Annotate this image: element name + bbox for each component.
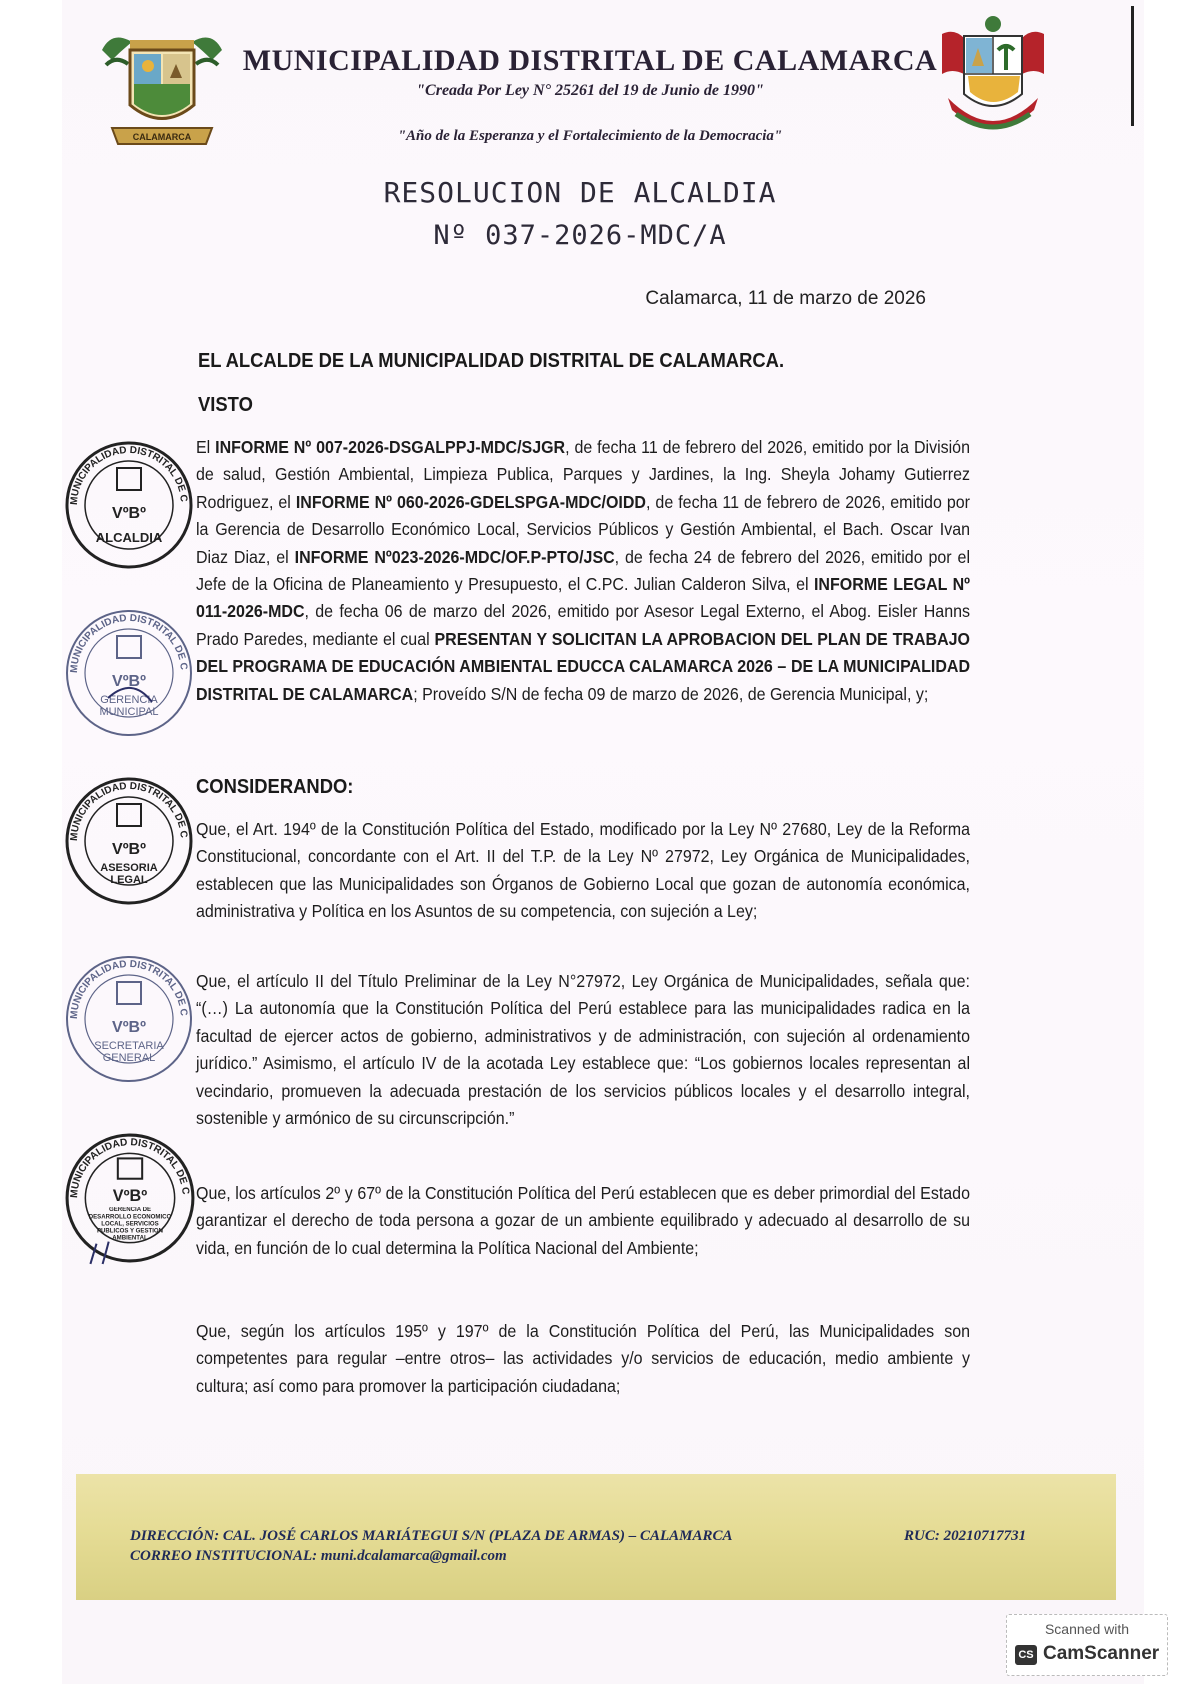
stamp-office-text: SECRETARIA GENERAL (94, 1040, 164, 1064)
stamp-alcaldia (62, 438, 196, 572)
considerando-paragraph-4: Que, según los artículos 195º y 197º de la Constitución Política del Perú, las Municipalidades son competentes para regular –entre otros– las actividades y/o servicios de educación, medio ambiente y cultura; así como para promover la participación ciudadana; (196, 1321, 970, 1396)
stamp-office-text: ALCALDIA (95, 530, 163, 545)
place-date: Calamarca, 11 de marzo de 2026 (645, 288, 926, 309)
scanner-brand: CamScanner (1043, 1643, 1160, 1664)
considerando-paragraph-3: Que, los artículos 2º y 67º de la Constitución Política del Perú establecen que es deber primordial del Estado garantizar el derecho de toda persona a gozar de un ambiente equilibrado y adecuado al desarrollo de su vida, en función de lo cual determina la Política Nacional del Ambiente; (196, 1183, 970, 1258)
stamp-gerencia-municipal (62, 606, 196, 740)
stamp-secretaria-general (62, 952, 196, 1086)
svg-text:MUNICIPALIDAD DISTRITAL DE CAL (62, 952, 189, 1019)
national-shield-logo (934, 14, 1052, 142)
stamp-ring-text: MUNICIPALIDAD DISTRITAL DE C (68, 780, 189, 842)
considerando-heading: CONSIDERANDO: (196, 776, 354, 798)
stamp-ring-text: MUNICIPALIDAD DISTRITAL DE C (68, 612, 189, 674)
svg-text:MUNICIPALIDAD DISTRITAL DE CAL (62, 606, 189, 673)
stamp-vb-text: VºBº (112, 673, 146, 690)
stamp-vb-text: VºBº (112, 1187, 148, 1206)
visto-heading: VISTO (198, 394, 253, 416)
year-motto: "Año de la Esperanza y el Fortalecimiento de la Democracia" (397, 128, 783, 144)
logo-banner-text: CALAMARCA (132, 132, 192, 142)
stamp-gerencia-desarrollo (62, 1130, 198, 1266)
stamp-office-text: GERENCIA DE DESARROLLO ECONOMICO LOCAL, SERVICIOS PUBLICOS Y GESTION AMBIENTAL (88, 1207, 172, 1242)
resolution-number: Nº 037-2026-MDC/A (433, 220, 727, 251)
scanner-caption: Scanned with (1044, 1621, 1130, 1637)
stamp-office-text: ASESORIA LEGAL (100, 862, 158, 886)
municipality-title: MUNICIPALIDAD DISTRITAL DE CALAMARCA (242, 44, 938, 77)
stamp-ring-text: MUNICIPALIDAD DISTRITAL DE C (69, 1137, 191, 1199)
stamp-asesoria-legal (62, 774, 196, 908)
creation-law-subtitle: "Creada Por Ley N° 25261 del 19 de Junio de 1990" (416, 82, 764, 99)
svg-text:MUNICIPALIDAD DISTRITAL DE CAL (62, 438, 189, 505)
svg-text:MUNICIPALIDAD DISTRITAL DE CAL (62, 774, 189, 841)
considerando-paragraph-1: Que, el Art. 194º de la Constitución Política del Estado, modificado por la Ley Nº 27680, Ley de la Reforma Constitucional, concordante con el Art. II del T.P. de la Ley Nº 27972, Ley Orgánica de Municipalidades, establecen que las Municipalidades son Órganos de Gobierno Local que gozan de autonomía económica, administrativa y Política en los Asuntos de su competencia, con sujeción a Ley; (196, 819, 970, 922)
municipal-coat-of-arms-logo (92, 20, 232, 150)
stamp-office-text: GERENCIA MUNICIPAL (99, 694, 159, 718)
stamp-ring-text: MUNICIPALIDAD DISTRITAL DE C (68, 444, 189, 506)
footer-ruc: RUC: 20210717731 (904, 1528, 1027, 1544)
visto-paragraph: El INFORME Nº 007-2026-DSGALPPJ-MDC/SJGR, de fecha 11 de febrero del 2026, emitido por la División de salud, Gestión Ambiental, Limpieza Publica, Parques y Jardines, la Ing. Sheyla Johamy Gutierrez Rodriguez, el INFORME Nº 060-2026-GDELSPGA-MDC/OIDD, de fecha 11 de febrero de 2026, emitido por la Gerencia de Desarrollo Económico Local, Servicios Públicos y Gestión Ambiental, el Bach. Oscar Ivan Diaz Diaz, el INFORME Nº023-2026-MDC/OF.P-PTO/JSC, de fecha 24 de febrero del 2026, emitido por el Jefe de la Oficina de Planeamiento y Presupuesto, el C.PC. Julian Calderon Silva, el INFORME LEGAL Nº 011-2026-MDC, de fecha 06 de marzo del 2026, emitido por Asesor Legal Externo, el Abog. Eisler Hanns Prado Paredes, mediante el cual PRESENTAN Y SOLICITAN LA APROBACION DEL PLAN DE TRABAJO DEL PROGRAMA DE EDUCACIÓN AMBIENTAL EDUCCA CALAMARCA 2026 – DE LA MUNICIPALIDAD DISTRITAL DE CALAMARCA; Proveído S/N de fecha 09 de marzo de 2026, de Gerencia Municipal, y; (196, 437, 970, 704)
camscanner-logo-icon: CS (1015, 1645, 1037, 1665)
stamp-ring-text: MUNICIPALIDAD DISTRITAL DE C (68, 958, 189, 1020)
camscanner-watermark (1006, 1614, 1168, 1676)
page-edge-line (1131, 6, 1134, 126)
stamp-vb-text: VºBº (112, 505, 146, 522)
considerando-paragraph-2: Que, el artículo II del Título Preliminar de la Ley N°27972, Ley Orgánica de Municipalidades, señala que: “(…) La autonomía que la Constitución Política del Perú establece para las municipalidades radica en la facultad de ejercer actos de gobierno, administrativos y de administración, con sujeción al ordenamiento jurídico.” Asimismo, el artículo IV de la acotada Ley establece que: “Los gobiernos locales representan al vecindario, promueven la adecuada prestación de los servicios públicos locales y el desarrollo integral, sostenible y armónico de su circunscripción.” (196, 971, 970, 1129)
stamp-vb-text: VºBº (112, 841, 146, 858)
resolution-title: RESOLUCION DE ALCALDIA (383, 176, 777, 209)
footer-address: DIRECCIÓN: CAL. JOSÉ CARLOS MARIÁTEGUI S/N (PLAZA DE ARMAS) – CALAMARCA (130, 1528, 733, 1544)
intro-heading: EL ALCALDE DE LA MUNICIPALIDAD DISTRITAL DE CALAMARCA. (198, 350, 785, 372)
footer-email: CORREO INSTITUCIONAL: muni.dcalamarca@gmail.com (130, 1548, 507, 1564)
stamp-vb-text: VºBº (112, 1019, 146, 1036)
